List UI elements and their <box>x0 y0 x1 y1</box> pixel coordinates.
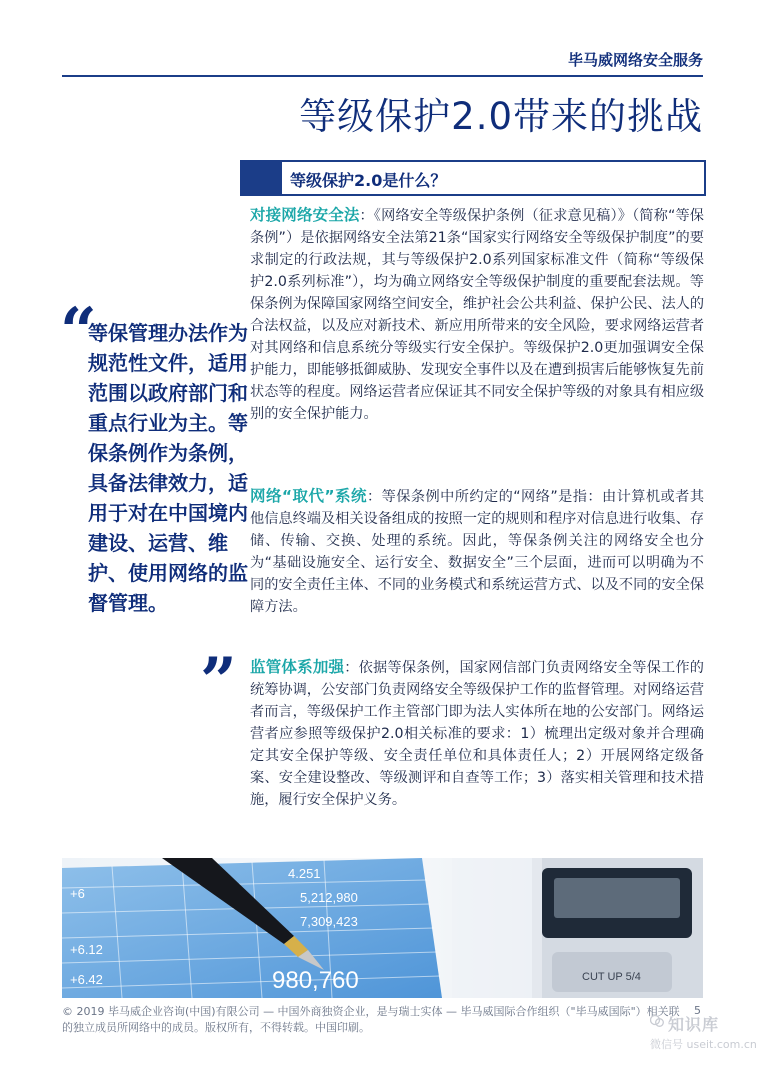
photo-number: 7,309,423 <box>300 914 358 929</box>
finance-photo-illustration <box>62 858 703 998</box>
section-heading-box <box>240 160 706 196</box>
photo-number: 5,212,980 <box>300 890 358 905</box>
header-rule <box>62 75 703 77</box>
photo-side-number: +6.42 <box>70 972 103 987</box>
pull-quote-text: 等保管理办法作为规范性文件，适用范围以政府部门和重点行业为主。等保条例作为条例，具备法律效力，适用于对在中国境内建设、运营、维护、使用网络的监督管理。 <box>88 321 248 615</box>
paragraph-lead: 对接网络安全法 <box>250 206 360 224</box>
photo-number: 4.251 <box>288 866 321 881</box>
watermark-title: 知识库 <box>668 1015 720 1034</box>
paragraph-supervision <box>250 656 704 811</box>
photo-side-number: +6 <box>70 886 85 901</box>
paragraph-law <box>250 204 704 425</box>
paragraph-lead: 监管体系加强 <box>250 658 345 676</box>
section-heading-bar <box>242 162 282 194</box>
photo-number: 980,760 <box>272 967 359 994</box>
close-quote-icon: ” <box>200 644 237 719</box>
paragraph-lead: 网络“取代”系统 <box>250 487 367 505</box>
open-quote-icon: “ <box>60 294 97 369</box>
finance-photo <box>62 858 703 998</box>
paragraph-body: ：等保条例中所约定的“网络”是指：由计算机或者其他信息终端及相关设备组成的按照一定的规则和程序对信息进行收集、存储、传输、交换、处理的系统。因此，等保条例关注的网络安全也分为“基础设施安全、运行安全、数据安全”三个层面，进而可以明确为不同的安全责任主体、不同的业务模式和系统运营方式、以及不同的安全保障方法。 <box>250 489 705 615</box>
page-number: 5 <box>694 1004 701 1017</box>
brand-name: 毕马威网络安全服务 <box>567 51 703 69</box>
paragraph-body: ：《网络安全等级保护条例（征求意见稿）》（简称“等保条例”）是依据网络安全法第21条“国家实行网络安全等级保护制度”的要求制定的行政法规，其与等级保护2.0系列国家标准文件（简称“等级保护2.0系列标准”），均为确立网络安全等级保护制度的重要配套法规。等保条例为保障国家网络空间安全，维护社会公共利益、保护公民、法人的合法权益，以及应对新技术、新应用所带来的安全风险，要求网络运营者对其网络和信息系统分等级实行安全保护。等级保护2.0更加强调安全保护能力，即能够抵御威胁、发现安全事件以及在遭到损害后能够恢复先前状态等的程度。网络运营者应保证其不同安全保护等级的对象具有相应级别的安全保护能力。 <box>250 208 705 422</box>
watermark-id: 微信号 useit.com.cn <box>650 1038 757 1051</box>
page-title: 等级保护2.0带来的挑战 <box>299 95 703 138</box>
paragraph-body: ：依据等保条例，国家网信部门负责网络安全等保工作的统筹协调，公安部门负责网络安全等级保护工作的监督管理。对网络运营者而言，等级保护工作主管部门即为法人实体所在地的公安部门。网络运营者应参照等级保护2.0相关标准的要求：1）梳理出定级对象并合理确定其安全保护等级、安全责任单位和具体责任人；2）开展网络定级备案、安全建设整改、等级测评和自查等工作；3）落实相关管理和技术措施，履行安全保护义务。 <box>250 660 705 808</box>
wechat-icon <box>650 1014 664 1028</box>
footer-copyright: © 2019 毕马威企业咨询(中国)有限公司 — 中国外商独资企业，是与瑞士实体 — 毕马威国际合作组织（"毕马威国际"）相关联的独立成员所网络中的成员。版权所有，不得转载。中国印刷。 <box>62 1005 680 1034</box>
photo-side-number: +6.12 <box>70 942 103 957</box>
calculator-icon <box>532 858 703 998</box>
calculator-label: CUT UP 5/4 <box>582 971 641 983</box>
section-heading: 等级保护2.0是什么？ <box>290 171 447 190</box>
paragraph-network <box>250 485 704 618</box>
